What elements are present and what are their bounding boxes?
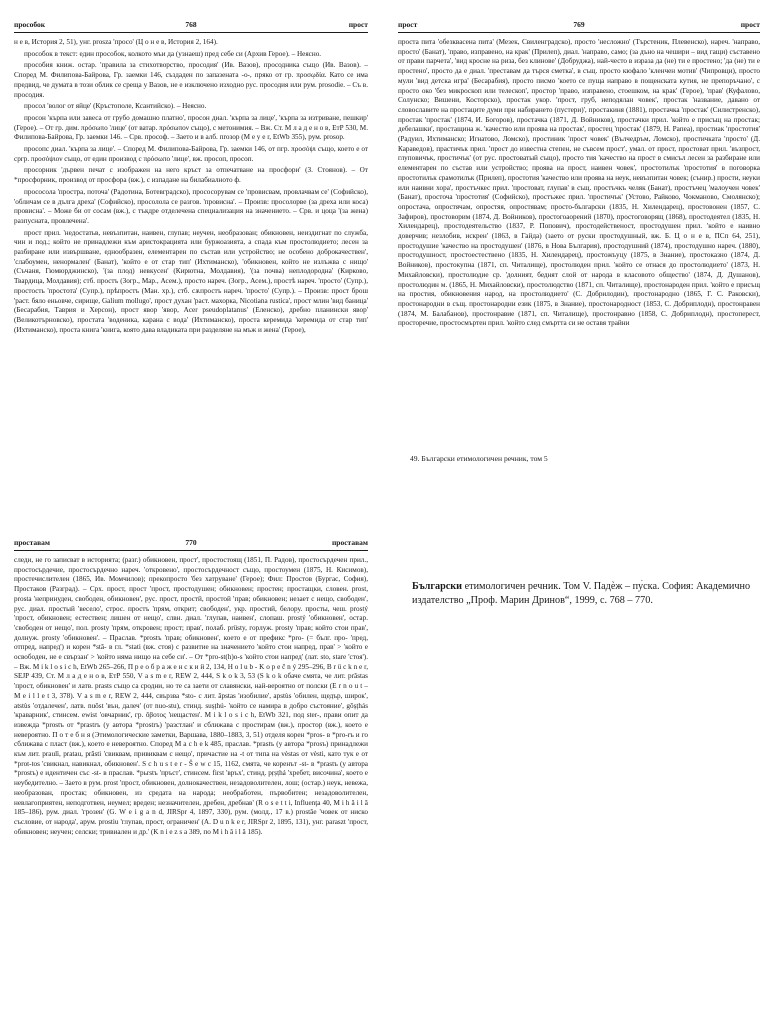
entry-paragraph: просол 'волог от яйце' (Кръстополе, Ксантийско). – Неясно.: [24, 102, 207, 111]
header-rule: [14, 550, 368, 551]
page-number: 769: [573, 20, 585, 29]
page-body: [14, 38, 368, 337]
page-header: [398, 20, 760, 34]
header-right-guideword: прост: [740, 20, 760, 29]
source-citation: [412, 580, 762, 660]
dictionary-page-770: [0, 538, 384, 1024]
page-number: 768: [185, 20, 197, 29]
entry-paragraph: прособок в текст: един прособок, колкото мъи да (узнаеш) пред себе си (Архив Герое). – Неясно.: [24, 49, 322, 58]
page-footer: 49. Български етимологичен речник, том 5: [410, 454, 548, 463]
header-left-guideword: прост: [398, 20, 418, 29]
citation-rest: етимологичен речник. Том V. Падѐж – пу̀ска. София: Академично издателство „Проф. Марин Дринов“, 1999, с. 768 – 770.: [412, 581, 751, 606]
entry-paragraph: прост прил. 'недостатьв, невъзпитан, наивен, глупав; неучен, необразован; обикновен, неиздигнат по служба, чин и под.; който не принадлежи към аристокрацията или буржоазията, а спада към простолюдието; лесен за разбиране или извършване, еднообразен, елементарен по състав или устройство; не особено доброкачествен', 'слабоумен, ненормален' (Банат), 'който е от стар тип' (Ихтиманско), 'обикновен, който не излъжва с нищо' (Съчаня, Гюмюрджинско), '(за плод) невкусен' (Кирютна, Молдавия), '(за почва) неплодородна' (Кирково, Твардица, Молдавия); стб. простъ (Зогр., Мар., Асем.), просто нареч. (Зогр., Асем.), простѣ нареч. 'просто' (Супр.), простость 'простота' (Супр.), прѣпростъ (Ман. хр.), стб. сѫпростъ нареч. 'просто' (Супр.). – Произв: прост брош 'раст. бяло еньовче, сирище, Galium mollugo', прост духан 'раст. махорка, Nicotiana rustica', прост млин 'вид баница' (Бесарабия, Таврия и Херсон), прост явор 'явор, Acer pseudoplatanus' (Еленско), дребно планински явор' (Великотърновско), простата 'воденика, карана с вода' (Ихтиманско), проста керемида 'керемида от стар тип' (Ихтиманско), проста книга 'книга, която дава владиката при разделяне на мъж и жена' (Герое),: [14, 228, 368, 334]
page-header: [14, 538, 368, 552]
header-left-guideword: проставам: [14, 538, 51, 547]
header-right-guideword: проставам: [331, 538, 368, 547]
entry-paragraph: прособия книж. остар. 'правила за стихотворство, просодия' (Ив. Вазов), просодника също (Ив. Вазов). – Според М. Филипова-Байрова, Гр. заемки 146, създаден по запазената -о-, пряко от гр. προσῳδία. Като се има предвид, че думата в този облик се среща у Вазов, не е изключено изходно рус. просодия или рум. prosodie. – Съ в. просодия.: [14, 61, 368, 99]
dictionary-page-769: [398, 20, 768, 490]
page-body: [398, 38, 760, 331]
entry-paragraph: просопс диал. 'кърпа за лице'. – Според М. Филипова-Байрова, Гр. заемки 146, от пгр. προσόψι също, което е от сргр. προσόψιον също, от един производ с πρόσωπο 'лице', вж. просоп, просоп.: [14, 145, 368, 163]
citation-title-bold: Български: [412, 581, 463, 592]
entry-paragraph: н е в, История 2, 51), унг. prosza 'просо' (Ц о н е в, История 2, 164).: [14, 38, 218, 46]
page-number: 770: [185, 538, 197, 547]
entry-paragraph: прососола 'простра, поточа' (Радотина, Ботевградско), прососорувам се 'провисвам, провлачвам се' (Софийско), 'обличам се в дълга дреха' (Софийско), просолола се разгов. 'провисна'. – Произв: просолорве (за дреха или коса) провисна'. – Може би от сосам (вж.), с тъкдре отделечена специализация на значението. – Срв. и цоца '(за жена) разпусната, провлечена'.: [14, 187, 368, 225]
entry-paragraph: просон 'кърпа или завеса от грубо домашно платно', просон диал. 'кърпа за лице', 'кърпа за изтриване, пешкир' (Герое). – От гр. дим. πρόσωπο 'лице' (от ватар. πρόσωπον също), с метонимия. – Вж. Ст. М л а д е н о в, ЕтР 530, М. Филипова-Байрова, Гр. заемки 146. – Срв. прософ. – Заето и в алб. пrозор (М е у е r, EtWb 355), рум. prosop.: [14, 113, 368, 142]
entry-paragraph: просорник 'дървен печат с изображен на него кръст за отпечатване на просфори' (З. Стоянов). – От *просфорник, производ от просфора (вж.), с изпадане на билабиалното ф.: [14, 166, 368, 185]
header-left-guideword: прособок: [14, 20, 46, 29]
page-header: [14, 20, 368, 34]
page-body: [14, 556, 368, 839]
citation-text: [412, 580, 762, 607]
dictionary-page-768: [0, 20, 384, 510]
header-right-guideword: прост: [348, 20, 368, 29]
entry-paragraph: проста пита 'обезквасена пита' (Мезек, Свиленградско), просто 'несложно' (Търстеник, Плевенско), нареч. 'направо, просто' (Банат), 'право, изправено, на крак' (Прилеп), диал. 'направо, само; (за дъно на чешири – вид гащи) съставено от прави парчета', 'вид кросне на риза, без клинове' (Добруджа), най-често в израза да (не) ти е простено; 'да (не) ти е простено', просто да е диал. 'преставам да търся сметка', в същ. просто кюфало 'кленчен мотив' (Чипровци), просто мули 'вид детска игра' (Бесарабия), просто писмо 'което се пуща направо в пощенската кутия, не препоръчано', с просто око 'без микроскоп или телескоп', простор 'право, изправено, стоешком, на крак' (Герое), 'прав' (Куфалово, Солунско; Вишени, Косторско), простак укор. 'прост, груб, неподялан човек', простак 'название, давано от словославите на простаците думи при набирането (пустери)', простакиня (1881), простачка 'простак' (Силистренско), простак 'простак' (1874, И. Богоров), простачка (1871, Д. Войников), простачки прил. 'който е присъщ на простак; дебелашки', простащина ж. 'качество или проява на простак', простец 'простак' (1879, Н. Рапеа), простиак 'простотия' (Радуил, Ихтиманско; Игнатово, Ломско), простиник 'прост човек' (Вълчедръм, Ломско), простичката 'просто' (Д. Караведов), прастичък прил. 'прост до известна степен, не съвсем прост', умал. от прост, простоват прил. 'възпрост, глуповичък, простичък' (от рус. простоватый също), просто тия 'качество на прост в смисъл лесен за разбиране или елементарен по състав или устройство; проява на прост, наивен човек', простотилък 'простотия' в поговорка простотилък срамотилък (Прилеп), простотия 'качество или проява на неук, невъзпитан човек; (сънир.) прости, неуки или наивни хора', простъчкес прил. 'простоват, глупав' в същ. простъчкъ челяк (Банат), простъчец 'малоучен човек' (Банат), просточа 'простотия' (Софийско), простъжес прил. 'простичък' (Устово, Райково, Чокманово, Смолянско); опростача, опростячам, опростяя, опростявам; просто-български (1835, Н. Хилендарец), простовонен (1857, С. Зафиров), простоворим (1874, Д. Войников), простогоаорений (1870), простоговорящ (1868), простодеятел (1835, Н. Хилендарец), простодеятельство (1837, Р. Попович), простодейственост, простодушен прил. 'който е наивно доверчив; незлобив, искрен' (1863, в Гайда) (заето от руски простодушный, вж. Б. Ц о н е в, ПСп 64, 251), простодушие 'качество на простодушен' (1876, в Нова България), простодушний (1874), простодушно нареч. (1880), простодушност, простоестествено (1835, Н. Хилендарец), простожъуцу (1875, в Знание), простоказно (1874, Д. Войников), простокупна (1871, сп. Читалище), простолюден прил. 'който се отнася до простолюдието' (1873, Н. Михайловски), простолюдие ср. 'долният, беднят слой от народа в класовото общество' (1874, Д. Душанов), простолюдин м. (1865, Н. Михайловски), простолюдство (1871, сп. Читалище), простонароден прил. 'който е присъщ на простия, обикновения народ, на простолюдието' (С. Добрилодин), простонародно (1865, Г. С. Раковски), простонародни в същ. простонародни език (1875, в Знание), простонародност (1853, С. Добриплодн), простонравен (1874, М. Балабанов), простонравие (1871, сп. Читалище), простонравно (1858, С. Добриплодн), простоперест, просторечие, простосмъртен прил. 'който след смъртта си не оставя трайни: [398, 38, 760, 328]
header-rule: [398, 32, 760, 33]
entry-paragraph: следи, не го записват в историята; (разг.) обикновен, прост', простостоящ (1851, П. Радов), простосърдечен прил., простосърдечие, простосърдечно нареч. 'откровено', простосърдечност също, простоумен (1875, Н. Кисимов), простечислителен (1865, Ив. Момчилов); прекопросто 'без хатруване' (Герое); Фил: Простов (Бургас, София), Простаков (Разград). – Срх. прост, прост 'прост, простодушен; обикновен; простен; простащки, словен. prost, prosta 'непринуден, свободен, обикновен', рус. прост, простй, простой 'прав; обикновен; незает с нещо, свободен', рус. диал. простый 'весело', строс. простъ 'прям, открит; свободен', укр. простий, белору. просты, чеш. prostý 'прост, обикновен; естествен; лишен от нещо', слвн. диал. 'глупав, наивен', слопаш. prostý 'обикновен', остар. 'свободен от нещо', пол. prosty 'прям, откровен; прост; прав', полаб. prüsty, горлуж. prosty 'прав; който стои прав', долнуж. prosty 'обикновен'. – Праслав. *prostъ 'прав; обикновен', което е от префикс *pro- (= бълг. про- 'пред, отпред, напред') и корен *stā- в гл. *stati (вж. стоя) с развитие на значението 'който стои напред, прав' > 'който е освободен, не е свързан' > 'който няма нищо на себе си'. – От *pro-st(h)o-s 'който стои напред' (лат. sto, stare 'стоя'). – Вж. M i k l o s i c h, EtWb 265–266, П р е о б р а ж е н с к и й 2, 134, H o l u b - K o p e č n ý 295–296, B r ü c k n e r, SEJP 439, Ст. М л а д е н о в, ЕтР 550, V a s m e r, REW 2, 444, S k o k 3, 53 (S k o k обаче смята, че лит. prãstas 'прост, обикновен' и латв. prasts също са сродни, но те са заети от славянски, най-вероятно от полски (E r n o u t – M e i l l e t 3, 378). V a s m e r, REW 2, 444, свързва *sto- с лит. ãpstas 'изобилие', apstùs 'обилен, щедър, широк', atstùs 'отдалечен', латв. nuõst 'вън, далеч' (от nuo-stu), стинд. sușțhú- 'който се намира в добро състояние', gōșțhás 'краварник', стинсем. ewist 'овчарник', гр. ὄβοτος 'нещастен'. M i k l o s i c h, EtWb 321, под ster-, прави опит да извежда *prostъ от *prastrъ (у автора *prostrъ) 'разстлан' и сближава с простирам (вж.), простор (вж.), което е невероятно. П о т е б н я (Этимологические заметки, Варшава, 1880–1883, 3, 51) отделя корен *pros- в *pro-rъ и го сближава с пласт (вж.), което е невероятно. Според M a c h e k 485, праслав. *prastъ (у автора *prosъ) принадлежи към лит. praulì, pratau, prãsti 'свиквам, привиквам с нещо', причастие на -t от типа на vèstas от vèsti, като тук е от *prot-tos 'свикнал, навикнал, обикновен'. S c h u s t e r - Š e w c 15, 1162, смята, че коренът -st- в *prastъ (у автора *prostъ) е идентичен със -st- в праслав. *pьrstъ 'пръст', стинсем. first 'връх', стинд. pṛṣṭhá 'хребет, височина', което е неубедително. – Заето в рум. prost 'прост, обикновен, долнокачествен, незадоволителен, лош; (остар.) неук, невежа, необразован, простак; обикновен, из средата на народа; необработен, първобитен; незадоволителен, невлагоприятен, неподготвен, неумел; вреден; незначителен, дребен, дребнав' (R o s e t t i, Influenţa 40, M i h ă i l ă 185–186), рум. диал. 'грозен' (G. W e i g a n d, JIRSpr 4, 1897, 330), рум. (молд., 17 в.) prostăe 'човек от ниско съсловие, от народа', арум. prostiu 'глупав, прост, ограничен' (A. D u n k e r, JIRSpr 2, 1895, 131), унг. paraszt 'прост, обикновен; неучен; селски; тривиален и др.' (K n i e z s a 389, по M i h ă i l ă 185).: [14, 556, 368, 836]
header-rule: [14, 32, 368, 33]
